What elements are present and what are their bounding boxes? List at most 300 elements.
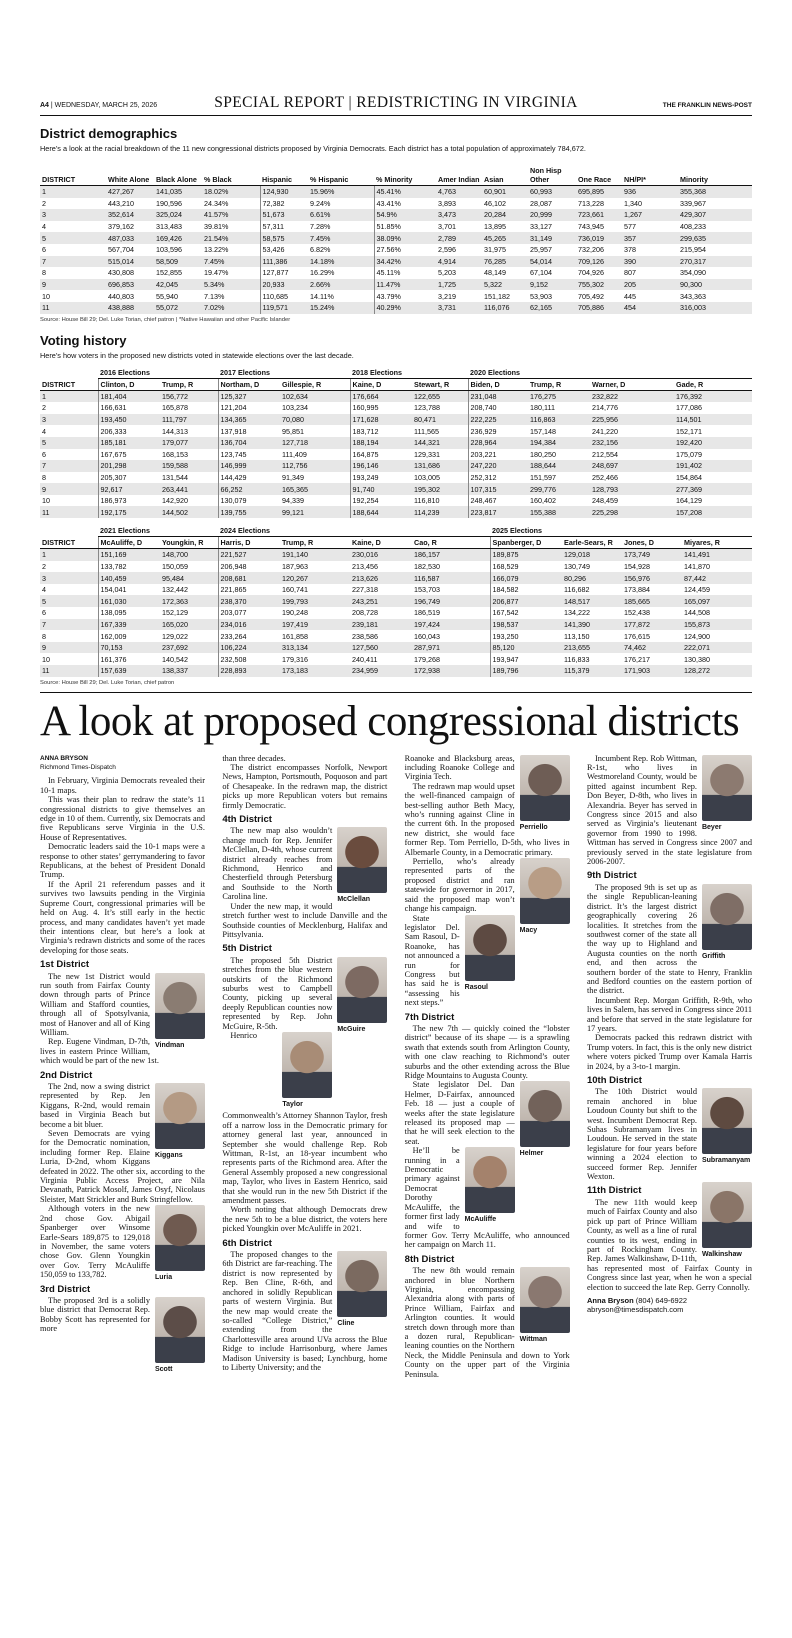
table-row xyxy=(40,232,752,244)
table-cell: 60,901 xyxy=(482,186,528,198)
column-header: Gade, R xyxy=(674,378,752,390)
table-cell: 176,217 xyxy=(624,654,651,664)
year-header: 2024 Elections xyxy=(218,524,490,537)
table-cell: 154,928 xyxy=(624,561,651,571)
table-cell: 11 xyxy=(40,665,98,677)
portrait-photo xyxy=(155,973,205,1050)
table-cell: 203,221 xyxy=(468,449,528,461)
table-cell: 57,311 xyxy=(260,221,308,233)
table-cell: 10 xyxy=(42,496,50,506)
signoff-phone: (804) 649-6922 xyxy=(635,1295,688,1305)
table-cell: 228,964 xyxy=(468,437,528,449)
table-cell: 2 xyxy=(42,561,46,571)
table-cell: 7.13% xyxy=(204,291,225,301)
portrait-image xyxy=(465,1147,515,1213)
table-cell: 133,782 xyxy=(98,561,160,573)
photo-caption: Wittman xyxy=(519,1336,548,1344)
paragraph: If the April 21 referendum passes and it survives two lawsuits pending in the Virginia Supreme Court, congressional primaries will be held on Aug. 4. It’s still early in the hectic process, and many candidates haven’t yet made their intentions clear, but here’s a look at Virginia’s redrawn districts and some of the races developing for those seats. xyxy=(40,879,205,955)
table-cell: 124,900 xyxy=(684,631,711,641)
table-row xyxy=(40,665,752,677)
table-cell: 172,938 xyxy=(412,665,490,677)
table-row xyxy=(40,425,752,437)
table-cell: 152,171 xyxy=(676,426,703,436)
table-cell: 125,327 xyxy=(218,390,280,402)
table-cell: 205,307 xyxy=(98,472,160,484)
table-cell: 2 xyxy=(42,403,46,413)
table-cell: 6 xyxy=(42,608,46,618)
table-cell: 20,933 xyxy=(260,279,308,291)
table-cell: 9 xyxy=(40,279,106,291)
table-cell: 3,473 xyxy=(436,209,482,221)
paragraph: Rep. Eugene Vindman, D-7th, lives in eastern Prince William, which would be part of the new 1st. xyxy=(40,1037,159,1066)
table-cell: 7.28% xyxy=(310,222,331,232)
table-cell: 4 xyxy=(42,426,46,436)
portrait-image xyxy=(155,973,205,1039)
portrait-photo xyxy=(520,1267,570,1344)
table-cell: 231,048 xyxy=(468,390,528,402)
table-cell: 263,441 xyxy=(160,483,218,495)
table-cell: 21.54% xyxy=(202,232,260,244)
table-cell: 10 xyxy=(42,291,50,301)
table-cell: 132,442 xyxy=(162,585,188,595)
table-cell: 515,014 xyxy=(106,256,154,268)
table-cell: 193,249 xyxy=(350,472,412,484)
table-cell: 177,872 xyxy=(622,619,682,631)
table-cell: 3,219 xyxy=(438,291,456,301)
table-cell: 203,077 xyxy=(218,607,280,619)
table-cell: 127,718 xyxy=(280,437,350,449)
table-cell: 111,797 xyxy=(160,414,218,426)
table-cell: 221,865 xyxy=(218,584,280,596)
column-header: DISTRICT xyxy=(40,378,98,390)
column-header: Black Alone xyxy=(154,159,202,186)
table-cell: 232,156 xyxy=(590,437,674,449)
table-cell: 487,033 xyxy=(106,232,154,244)
table-cell: 46,102 xyxy=(484,198,506,208)
table-row xyxy=(40,472,752,484)
portrait-image xyxy=(155,1297,205,1363)
table-cell: 103,234 xyxy=(282,403,308,413)
table-cell: 936 xyxy=(622,186,678,198)
table-row xyxy=(40,653,752,665)
table-cell: 92,617 xyxy=(98,483,160,495)
table-cell: 248,697 xyxy=(590,460,674,472)
voting-table-1 xyxy=(40,366,752,519)
photo-caption: Helmer xyxy=(519,1150,544,1158)
table-cell: 189,796 xyxy=(490,665,562,677)
paragraph: The proposed 5th District stretches from the blue western outskirts of the Richmond suburbs west to Campbell County, picking up several deeply Republican counties now represented by Rep. John McGuire, R-5th. xyxy=(222,955,333,1031)
subhead: 7th District xyxy=(404,1011,455,1023)
table-cell: 87,442 xyxy=(682,572,752,584)
table-cell: 5.34% xyxy=(202,279,260,291)
column-header: Northam, D xyxy=(218,378,280,390)
table-cell: 379,162 xyxy=(108,222,134,232)
table-row xyxy=(40,561,752,573)
table-cell: 144,508 xyxy=(684,608,711,618)
table-cell: 103,596 xyxy=(156,245,182,255)
section-rule xyxy=(40,692,752,693)
paragraph: Henrico Commonwealth’s Attorney Shannon Taylor, fresh off a narrow loss in the Democratic primary for attorney general last year, announced in September she would challenge Rep. Rob Wittman, R-1st, an 18-year incumbent who represents parts of the Richmond area. After the General Assembly proposed a new congressional map, Taylor, who lives in Eastern Henrico, said that she would run in the new 5th District if the amendment passes. xyxy=(222,1030,388,1206)
portrait-photo xyxy=(282,1032,332,1109)
table-cell: 430,808 xyxy=(108,268,134,278)
article-column-1 xyxy=(40,754,205,1379)
table-cell: 206,948 xyxy=(218,561,280,573)
table-cell: 113,150 xyxy=(564,631,590,641)
table-cell: 705,886 xyxy=(576,302,622,314)
demographics-title: District demographics xyxy=(40,126,178,141)
table-cell: 45.41% xyxy=(374,186,436,198)
table-cell: 11.47% xyxy=(374,279,436,291)
table-cell: 212,554 xyxy=(592,449,619,459)
table-cell: 695,895 xyxy=(576,186,622,198)
table-cell: 1 xyxy=(40,390,98,402)
table-cell: 62,165 xyxy=(528,302,576,314)
table-cell: 138,095 xyxy=(98,607,160,619)
table-cell: 247,220 xyxy=(468,460,528,472)
table-cell: 130,749 xyxy=(564,561,591,571)
table-cell: 184,582 xyxy=(490,584,562,596)
table-cell: 190,248 xyxy=(282,608,308,618)
table-cell: 51.85% xyxy=(374,221,436,233)
table-cell: 299,776 xyxy=(528,483,590,495)
table-cell: 215,954 xyxy=(680,245,706,255)
table-cell: 116,587 xyxy=(412,572,490,584)
table-cell: 352,614 xyxy=(106,209,154,221)
column-header: Asian xyxy=(482,159,528,186)
paragraph: State legislator Del. Sam Rasoul, D-Roanoke, has not announced a run for Congress but has said he is “assessing his next steps.” xyxy=(404,913,460,1008)
table-row xyxy=(40,267,752,279)
table-cell: 70,080 xyxy=(280,414,350,426)
paragraph: Democratic leaders said the 10-1 maps were a response to other states’ gerrymandering to favor Republicans, at the behest of President Donald Trump. xyxy=(40,842,205,880)
table-cell: 241,220 xyxy=(592,426,619,436)
table-cell: 239,181 xyxy=(350,619,412,631)
table-cell: 154,864 xyxy=(676,472,703,482)
table-cell: 20,284 xyxy=(482,209,528,221)
portrait-photo xyxy=(155,1205,205,1282)
table-cell: 152,438 xyxy=(624,608,651,618)
table-cell: 4 xyxy=(42,585,46,595)
paragraph: The 2nd, now a swing district represented by Rep. Jen Kiggans, R-2nd, would remain based in Virginia Beach but become a bit bluer. xyxy=(40,1082,150,1129)
portrait-photo xyxy=(702,755,752,832)
table-cell: 116,076 xyxy=(482,302,528,314)
table-cell: 180,250 xyxy=(530,449,557,459)
table-cell: 27.56% xyxy=(374,244,436,256)
table-cell: 228,893 xyxy=(218,665,280,677)
paragraph: Incumbent Rep. Rob Wittman, R-1st, who lives in Westmoreland County, would be pitted against incumbent Rep. Don Beyer, D-8th, who lives in Alexandria. Beyer has served in Congress since 2015 and also served as Virginia’s lieutenant governor from 1990 to 1998. Wittman has served in Congress since 2007 and previously served in the state legislature from 2006-2007. xyxy=(586,753,752,867)
table-cell: 223,817 xyxy=(468,506,528,518)
table-cell: 3 xyxy=(40,572,98,584)
portrait-image xyxy=(702,884,752,950)
paragraph: The new 7th — quickly coined the “lobster district” because of its shape — is a sprawling swath that extends south from Arlington County, with one claw reaching to Richmond’s outer suburbs and the other extending across the Blue Ridge Mountains to Augusta County. xyxy=(404,1023,570,1080)
table-cell: 155,388 xyxy=(528,506,590,518)
table-cell: 378 xyxy=(624,245,636,255)
table-cell: 42,045 xyxy=(154,279,202,291)
table-cell: 755,302 xyxy=(576,279,622,291)
table-cell: 161,376 xyxy=(98,653,160,665)
table-cell: 66,252 xyxy=(218,483,280,495)
table-cell: 58,575 xyxy=(260,232,308,244)
table-cell: 213,626 xyxy=(350,572,412,584)
table-cell: 227,318 xyxy=(352,585,378,595)
table-cell: 179,268 xyxy=(414,654,440,664)
table-cell: 148,517 xyxy=(562,595,622,607)
table-cell: 176,615 xyxy=(624,631,651,641)
table-cell: 80,471 xyxy=(412,414,468,426)
table-cell: 3,893 xyxy=(438,198,456,208)
table-cell: 164,875 xyxy=(350,449,412,461)
table-cell: 114,239 xyxy=(412,506,468,518)
table-row xyxy=(40,642,752,654)
table-cell: 34.42% xyxy=(374,256,436,268)
table-cell: 3 xyxy=(40,209,106,221)
table-cell: 40.29% xyxy=(374,302,436,314)
paragraph: The new map also wouldn’t change much for Rep. Jennifer McClellan, D-4th, whose current district already reaches from Richmond, Henrico and Chesterfield through Petersburg and Southside to the North Carolina line. xyxy=(222,826,333,902)
table-cell: 116,833 xyxy=(564,654,590,664)
photo-caption: Griffith xyxy=(701,952,726,960)
table-cell: 316,003 xyxy=(678,302,752,314)
table-cell: 74,462 xyxy=(622,642,682,654)
table-cell: 54.9% xyxy=(374,209,436,221)
table-cell: 151,182 xyxy=(484,291,510,301)
photo-caption: Subramanyam xyxy=(701,1157,751,1165)
table-row xyxy=(40,630,752,642)
table-cell: 144,313 xyxy=(162,426,188,436)
table-cell: 162,009 xyxy=(98,630,160,642)
table-cell: 141,870 xyxy=(684,561,711,571)
table-cell: 134,222 xyxy=(564,608,591,618)
table-cell: 38.09% xyxy=(374,232,436,244)
table-cell: 713,228 xyxy=(578,198,604,208)
table-cell: 95,851 xyxy=(282,426,304,436)
table-cell: 443,210 xyxy=(108,198,134,208)
table-cell: 299,635 xyxy=(678,232,752,244)
table-cell: 140,542 xyxy=(162,654,188,664)
table-cell: 53,903 xyxy=(530,291,552,301)
portrait-photo xyxy=(337,957,387,1034)
voting-source: Source: House Bill 29; Del. Luke Torian, chief patron xyxy=(40,679,175,686)
voting-table-2 xyxy=(40,524,752,677)
table-cell: 807 xyxy=(624,268,636,278)
table-cell: 1,725 xyxy=(436,279,482,291)
photo-caption: Vindman xyxy=(155,1041,185,1049)
portrait-photo xyxy=(465,915,515,992)
table-cell: 743,945 xyxy=(578,222,604,232)
table-row xyxy=(40,209,752,221)
table-cell: 15.96% xyxy=(308,186,374,198)
table-cell: 196,146 xyxy=(350,460,412,472)
column-header: Stewart, R xyxy=(412,378,468,390)
table-cell: 19.47% xyxy=(204,268,229,278)
column-header: Kaine, D xyxy=(350,378,412,390)
table-cell: 161,858 xyxy=(282,631,308,641)
table-row xyxy=(40,595,752,607)
table-cell: 193,450 xyxy=(98,414,160,426)
page-number: A4 xyxy=(40,102,49,109)
column-header: One Race xyxy=(576,159,622,186)
table-cell: 165,020 xyxy=(160,619,218,631)
table-cell: 148,700 xyxy=(160,549,218,561)
table-cell: 70,153 xyxy=(98,642,160,654)
table-cell: 191,140 xyxy=(280,549,350,561)
table-cell: 186,973 xyxy=(98,495,160,507)
table-cell: 60,993 xyxy=(528,186,576,198)
paragraph: The proposed 9th is set up as the single Republican-leaning district. It’s the largest district geographically covering 26 localities. It stretches from the southwest corner of the state all the way up to Highland and Augusta counties on the north end, and then across the southern border of the state to Henry, Franklin and Bedford counties on the eastern portion of the district. xyxy=(586,882,752,996)
table-cell: 208,681 xyxy=(218,572,280,584)
table-cell: 116,682 xyxy=(564,585,590,595)
table-cell: 141,390 xyxy=(562,619,622,631)
paragraph: The new 8th would remain anchored in blue Northern Virginia, encompassing Alexandria along with parts of Prince William, Fairfax and Arlington counties. It would stretch down through more than a dozen rural, Republican-leaning counties on the Northern Neck, the Middle Peninsula and down to York County on the upper part of the Virginia Peninsula. xyxy=(404,1266,570,1379)
table-cell: 225,298 xyxy=(590,506,674,518)
column-header: Cao, R xyxy=(412,537,490,549)
table-cell: 67,104 xyxy=(530,268,552,278)
masthead-left: A4 | WEDNESDAY, MARCH 25, 2026 xyxy=(40,102,158,109)
table-row xyxy=(40,279,752,291)
voting-title: Voting history xyxy=(40,332,127,348)
year-header-spacer xyxy=(40,366,98,379)
table-cell: 214,776 xyxy=(592,403,619,413)
table-cell: 130,380 xyxy=(684,654,711,664)
table-cell: 165,097 xyxy=(682,595,752,607)
table-cell: 102,634 xyxy=(280,390,350,402)
portrait-image xyxy=(337,1251,387,1317)
table-row xyxy=(40,198,752,210)
signoff xyxy=(587,1296,752,1315)
table-cell: 176,392 xyxy=(674,390,752,402)
table-cell: 171,628 xyxy=(350,414,412,426)
photo-caption: Kiggans xyxy=(155,1152,183,1159)
year-header: 2017 Elections xyxy=(218,366,350,379)
table-cell: 141,491 xyxy=(682,549,752,561)
table-cell: 160,402 xyxy=(530,496,557,506)
subhead: 11th District xyxy=(586,1185,642,1197)
column-header: Non Hisp Other xyxy=(528,159,576,186)
table-cell: 160,995 xyxy=(350,402,412,414)
portrait-photo xyxy=(155,1297,205,1374)
signoff-email[interactable]: abryson@timesdispatch.com xyxy=(586,1305,684,1315)
table-row xyxy=(40,449,752,461)
table-row xyxy=(40,437,752,449)
column-header: Miyares, R xyxy=(682,537,752,549)
table-cell: 8 xyxy=(42,472,46,482)
table-cell: 208,728 xyxy=(352,608,378,618)
table-cell: 167,542 xyxy=(490,607,562,619)
table-cell: 5,203 xyxy=(438,268,456,278)
table-cell: 7.02% xyxy=(202,302,260,314)
table-cell: 173,183 xyxy=(280,665,350,677)
table-cell: 408,233 xyxy=(680,222,706,232)
table-cell: 176,275 xyxy=(528,390,590,402)
table-cell: 137,918 xyxy=(218,425,280,437)
table-cell: 43.79% xyxy=(374,290,436,302)
photo-caption: Rasoul xyxy=(464,983,488,991)
table-cell: 1,340 xyxy=(624,198,642,208)
table-cell: 157,208 xyxy=(674,506,752,518)
table-cell: 6 xyxy=(42,449,46,459)
table-cell: 111,409 xyxy=(282,449,307,459)
column-header: Youngkin, R xyxy=(160,537,218,549)
table-row xyxy=(40,584,752,596)
table-cell: 180,111 xyxy=(530,403,555,413)
photo-caption: Taylor xyxy=(282,1100,303,1108)
signoff-name: Anna Bryson xyxy=(586,1295,634,1305)
paragraph: The 10th District would remain anchored in blue Loudoun County but shift to the west. Incumbent Democrat Rep. Suhas Subramanyam lives in Loudoun. He served in the state legislature for four years before winning a 2024 election to succeed former Rep. Jennifer Wexton. xyxy=(586,1087,697,1182)
table-cell: 103,005 xyxy=(414,472,441,482)
table-cell: 277,369 xyxy=(674,483,752,495)
table-cell: 76,285 xyxy=(482,256,528,268)
table-cell: 197,419 xyxy=(280,619,350,631)
table-cell: 248,459 xyxy=(592,496,619,506)
table-cell: 187,963 xyxy=(282,561,308,571)
portrait-photo xyxy=(155,1083,205,1160)
table-cell: 222,071 xyxy=(682,642,752,654)
column-header: NH/PI* xyxy=(622,159,678,186)
table-row xyxy=(40,607,752,619)
table-row xyxy=(40,483,752,495)
article-column-2 xyxy=(222,754,387,1379)
table-cell: 9 xyxy=(40,483,98,495)
paragraph: Democrats packed this redrawn district with Trump voters. In fact, this is the only new district where voters picked Trump over Kamala Harris in 2024, by a 3-to-1 margin. xyxy=(586,1033,752,1071)
table-cell: 154,041 xyxy=(98,584,160,596)
table-cell: 213,456 xyxy=(352,561,378,571)
table-cell: 270,317 xyxy=(678,256,752,268)
table-cell: 131,686 xyxy=(412,460,468,472)
table-cell: 7.45% xyxy=(202,256,260,268)
table-cell: 732,206 xyxy=(578,245,604,255)
table-cell: 164,129 xyxy=(676,496,703,506)
table-cell: 138,337 xyxy=(160,665,218,677)
table-cell: 5 xyxy=(40,437,98,449)
table-row xyxy=(40,414,752,426)
column-header: Biden, D xyxy=(468,378,528,390)
photo-caption: Beyer xyxy=(701,823,722,831)
subhead: 9th District xyxy=(586,870,637,882)
column-header: Trump, R xyxy=(528,378,590,390)
table-cell: 91,740 xyxy=(350,483,412,495)
table-cell: 186,519 xyxy=(414,608,440,618)
table-cell: 24.34% xyxy=(204,198,229,208)
table-cell: 6 xyxy=(42,245,46,255)
table-cell: 120,267 xyxy=(280,572,350,584)
table-cell: 48,149 xyxy=(484,268,506,278)
table-cell: 55,072 xyxy=(154,302,202,314)
portrait-image xyxy=(155,1205,205,1271)
table-cell: 179,077 xyxy=(160,437,218,449)
table-cell: 167,675 xyxy=(98,449,160,461)
paragraph: Worth noting that although Democrats drew the new 5th to be a blue district, the voters here picked Youngkin over McAuliffe in 2021. xyxy=(222,1205,388,1234)
table-cell: 43.41% xyxy=(374,198,436,210)
table-cell: 155,873 xyxy=(682,619,752,631)
table-cell: 55,940 xyxy=(156,291,178,301)
table-cell: 193,250 xyxy=(490,630,562,642)
table-cell: 3,701 xyxy=(438,222,456,232)
table-cell: 165,878 xyxy=(162,403,188,413)
photo-caption: Scott xyxy=(155,1365,173,1373)
column-header: Jones, D xyxy=(622,537,682,549)
table-cell: 325,024 xyxy=(154,209,202,221)
table-cell: 160,043 xyxy=(414,631,440,641)
paragraph: The redrawn map would upset the well-financed campaign of best-selling author Beth Macy, who’s running against Cline in the current 6th. In the proposed new district, she would face former Rep. Tom Perriello, D-5th, who lives in Albemarle County, in a Democratic primary. xyxy=(404,781,570,857)
paragraph: The new 11th would keep much of Fairfax County and also pick up part of Prince William County, as well as a line of rural counties to its west, ending in part of Rockingham County. Rep. James Walkinshaw, D-11th, has represented most of Fairfax County in Congress since last year, when he won a special election to succeed the late Rep. Gerry Connolly. xyxy=(586,1197,752,1292)
table-cell: 194,384 xyxy=(528,437,590,449)
table-cell: 454 xyxy=(622,302,678,314)
table-cell: 240,411 xyxy=(352,654,378,664)
table-cell: 238,586 xyxy=(352,631,378,641)
table-cell: 196,749 xyxy=(412,595,490,607)
table-cell: 2,596 xyxy=(438,245,456,255)
column-header: % Minority xyxy=(374,159,436,186)
article-column-3 xyxy=(405,754,570,1379)
table-cell: 1 xyxy=(40,549,98,561)
